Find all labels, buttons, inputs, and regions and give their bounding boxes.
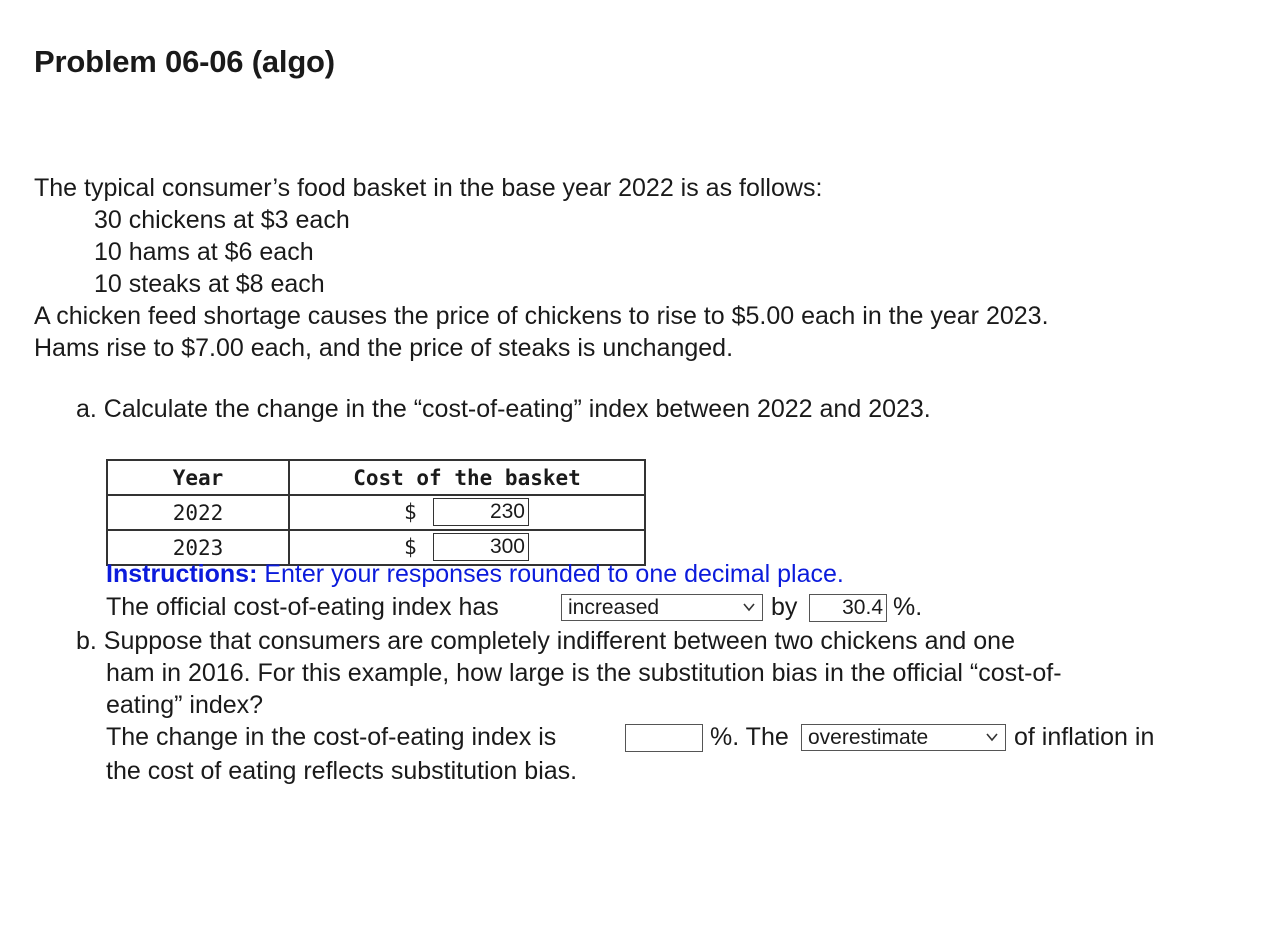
cost-cell <box>289 495 645 530</box>
basket-cost-table <box>106 459 646 566</box>
chevron-down-icon <box>985 730 999 744</box>
substitution-bias-input[interactable] <box>625 724 703 752</box>
basket-item-hams: 10 hams at $6 each <box>94 238 314 266</box>
header-cost: Cost of the basket <box>289 460 645 495</box>
part-a-question: a. Calculate the change in the “cost-of-eating” index between 2022 and 2023. <box>76 395 931 423</box>
part-b-suffix: of inflation in <box>1014 723 1155 751</box>
part-b-question-line-3: eating” index? <box>106 691 264 719</box>
intro-line: The typical consumer’s food basket in the base year 2022 is as follows: <box>34 174 823 202</box>
currency-symbol: $ <box>404 500 417 524</box>
instructions-label: Instructions: <box>106 560 258 588</box>
header-year: Year <box>107 460 289 495</box>
basket-item-steaks: 10 steaks at $8 each <box>94 270 325 298</box>
part-a-answer-prefix: The official cost-of-eating index has <box>106 593 499 621</box>
chevron-down-icon <box>742 600 756 614</box>
by-label: by <box>771 593 798 621</box>
cost-2022-input[interactable]: 230 <box>433 498 529 526</box>
bias-select[interactable] <box>801 724 1006 751</box>
price-change-line: A chicken feed shortage causes the price of chickens to rise to $5.00 each in the year 2023. <box>34 302 1049 330</box>
part-b-line-2: the cost of eating reflects substitution bias. <box>106 757 578 785</box>
cost-2023-input[interactable]: 300 <box>433 533 529 561</box>
direction-selected-value: increased <box>568 596 660 619</box>
currency-symbol: $ <box>404 535 417 559</box>
instructions-text: Enter your responses rounded to one decimal place. <box>257 560 844 588</box>
problem-title: Problem 06-06 (algo) <box>34 44 335 79</box>
price-change-line-2: Hams rise to $7.00 each, and the price of steaks is unchanged. <box>34 334 734 362</box>
direction-select[interactable] <box>561 594 763 621</box>
part-b-question-line-2: ham in 2016. For this example, how large is the substitution bias in the official “cost-of- <box>106 659 1062 687</box>
table-header-row <box>107 460 645 495</box>
year-cell: 2023 <box>107 530 289 565</box>
part-b-mid-text: %. The <box>710 723 789 751</box>
instructions <box>106 558 844 590</box>
table-row <box>107 495 645 530</box>
year-cell: 2022 <box>107 495 289 530</box>
part-b-question-line-1: b. Suppose that consumers are completely indifferent between two chickens and one <box>76 627 1015 655</box>
part-b-answer-prefix: The change in the cost-of-eating index is <box>106 723 557 751</box>
percent-change-input[interactable]: 30.4 <box>809 594 887 622</box>
basket-item-chickens: 30 chickens at $3 each <box>94 206 350 234</box>
percent-suffix: %. <box>893 593 923 621</box>
bias-selected-value: overestimate <box>808 726 929 749</box>
